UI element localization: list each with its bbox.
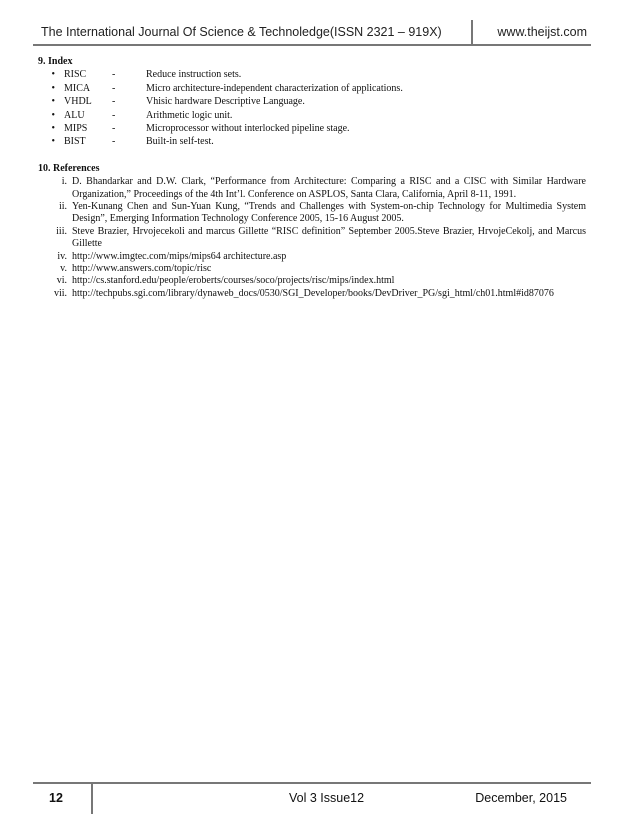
issue-date: December, 2015: [475, 791, 567, 805]
bullet-icon: •: [51, 82, 55, 94]
page-footer: [33, 782, 591, 816]
index-dash: -: [112, 122, 116, 134]
reference-number: iii.: [56, 225, 67, 237]
reference-text: Steve Brazier, Hrvojecekoli and marcus Gillette “RISC definition” September 2005.Steve Brazier, HrvojeCekolj, and Marcus Gillette: [72, 225, 586, 250]
reference-link[interactable]: http://www.imgtec.com/mips/mips64 architecture.asp: [72, 250, 287, 262]
references-section: [38, 163, 586, 300]
journal-url[interactable]: www.theijst.com: [497, 25, 587, 39]
reference-item: [38, 226, 586, 251]
index-dash: -: [112, 96, 116, 108]
reference-number: i.: [61, 176, 67, 188]
index-abbreviation: BIST: [64, 136, 86, 148]
index-item: [38, 96, 586, 109]
index-list: [38, 69, 586, 149]
index-definition: Microprocessor without interlocked pipeline stage.: [146, 122, 350, 134]
reference-number: vii.: [53, 287, 67, 299]
index-definition: Built-in self-test.: [146, 136, 214, 148]
index-dash: -: [112, 136, 116, 148]
index-abbreviation: MICA: [64, 82, 91, 94]
references-heading: 10. References: [38, 162, 100, 174]
index-dash: -: [112, 82, 116, 94]
reference-text: D. Bhandarkar and D.W. Clark, “Performance from Architecture: Comparing a RISC and a CISC with Similar Hardware Organization,” Proceedings of the 4th Int’l. Conference on ASPLOS, Santa Clara, California, April 8-11, 1991.: [72, 176, 586, 200]
index-definition: Vhisic hardware Descriptive Language.: [146, 96, 305, 108]
header-separator: [471, 20, 473, 44]
reference-number: vi.: [56, 275, 67, 287]
index-item: [38, 136, 586, 149]
bullet-icon: •: [51, 109, 55, 121]
reference-item: [38, 176, 586, 201]
volume-issue: Vol 3 Issue12: [289, 791, 365, 805]
index-item: [38, 83, 586, 96]
page-number: 12: [49, 791, 63, 805]
index-abbreviation: MIPS: [64, 122, 88, 134]
reference-number: ii.: [58, 200, 67, 212]
bullet-icon: •: [51, 122, 55, 134]
footer-rule: [33, 782, 591, 784]
reference-link[interactable]: http://techpubs.sgi.com/library/dynaweb_docs/0530/SGI_Developer/books/DevDriver_PG/sgi_html/ch01.html#id87076: [72, 287, 554, 299]
index-item: [38, 110, 586, 123]
index-abbreviation: VHDL: [64, 96, 92, 108]
index-definition: Reduce instruction sets.: [146, 69, 242, 81]
reference-text: Yen-Kunang Chen and Sun-Yuan Kung, “Trends and Challenges with System-on-chip Technology for Multimedia System Design”, Emerging Information Technology Conference 2005, 15-16 August 2005.: [72, 200, 586, 225]
reference-number: v.: [60, 263, 67, 274]
index-item: [38, 69, 586, 82]
reference-item: [38, 263, 586, 275]
bullet-icon: •: [51, 69, 55, 81]
reference-link[interactable]: http://cs.stanford.edu/people/eroberts/courses/soco/projects/risc/mips/index.html: [72, 275, 395, 287]
reference-item: [38, 251, 586, 263]
page-content: [38, 56, 586, 300]
reference-item: [38, 201, 586, 226]
bullet-icon: •: [51, 96, 55, 108]
index-abbreviation: RISC: [64, 69, 87, 81]
reference-number: iv.: [57, 250, 67, 262]
index-definition: Micro architecture-independent characterization of applications.: [146, 82, 403, 94]
index-dash: -: [112, 69, 116, 81]
references-list: [38, 176, 586, 300]
index-abbreviation: ALU: [64, 109, 85, 121]
index-definition: Arithmetic logic unit.: [146, 109, 233, 121]
index-item: [38, 123, 586, 136]
journal-title: The International Journal Of Science & Technoledge(ISSN 2321 – 919X): [41, 25, 442, 39]
index-dash: -: [112, 109, 116, 121]
reference-item: [38, 275, 586, 287]
reference-link[interactable]: http://www.answers.com/topic/risc: [72, 263, 212, 274]
header-rule: [33, 44, 591, 46]
bullet-icon: •: [51, 136, 55, 148]
index-heading: 9. Index: [38, 56, 73, 67]
reference-item: [38, 288, 586, 300]
page-header: [33, 0, 591, 45]
footer-separator: [91, 782, 93, 814]
